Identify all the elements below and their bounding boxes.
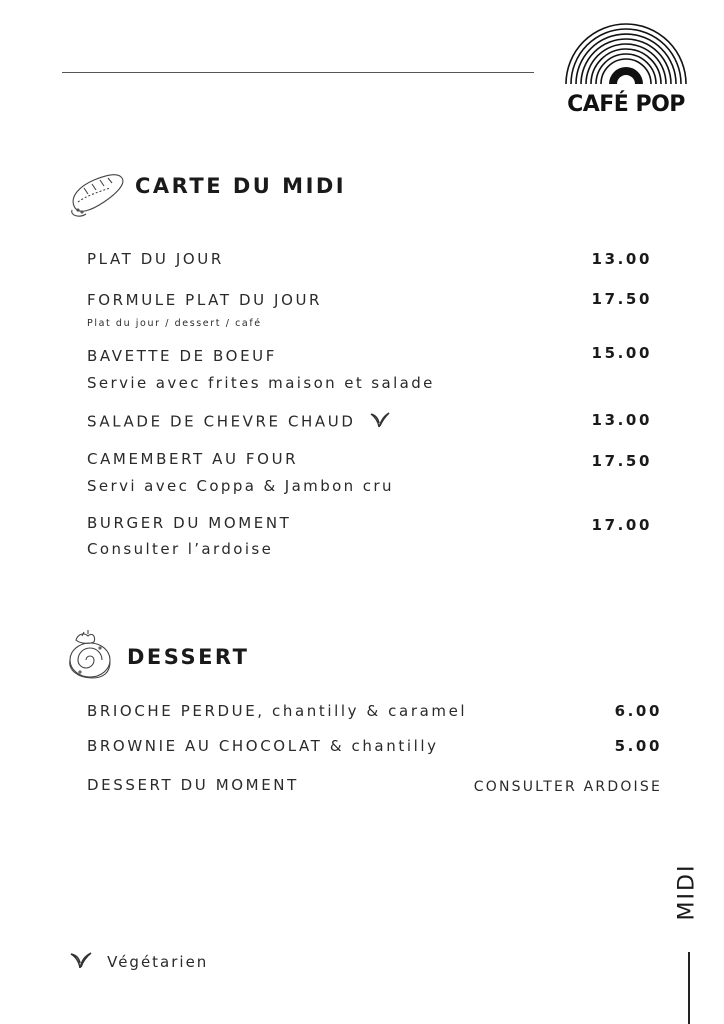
vegetarian-legend bbox=[70, 950, 208, 974]
menu-item-price: 17.50 bbox=[591, 290, 652, 308]
side-label-midi bbox=[662, 862, 712, 922]
menu-item-price-note: CONSULTER ARDOISE bbox=[473, 779, 662, 795]
menu-item-name: DESSERT DU MOMENT bbox=[87, 776, 299, 794]
section-title-carte-du-midi: CARTE DU MIDI bbox=[135, 174, 347, 198]
menu-item-name: SALADE DE CHEVRE CHAUD bbox=[87, 412, 356, 431]
vinyl-arcs-logo-icon bbox=[558, 22, 694, 92]
menu-item-description: Servie avec frites maison et salade bbox=[87, 374, 435, 392]
menu-item-description: Servi avec Coppa & Jambon cru bbox=[87, 477, 394, 495]
menu-item-price: 13.00 bbox=[591, 411, 652, 429]
cafe-pop-logo bbox=[558, 22, 694, 122]
logo-wordmark: CAFÉ POP bbox=[567, 92, 685, 117]
menu-item-name: FORMULE PLAT DU JOUR bbox=[87, 291, 323, 309]
menu-item-row-salade bbox=[87, 411, 390, 433]
menu-item-description: Consulter l’ardoise bbox=[87, 540, 274, 558]
menu-item-price: 13.00 bbox=[591, 250, 652, 268]
menu-item-name: CAMEMBERT AU FOUR bbox=[87, 450, 299, 468]
section-title-dessert: DESSERT bbox=[127, 645, 250, 669]
menu-item-name: BURGER DU MOMENT bbox=[87, 514, 292, 532]
legend-label: Végétarien bbox=[107, 953, 209, 971]
vegetarian-leaf-icon bbox=[370, 411, 390, 433]
side-label-text: MIDI bbox=[674, 863, 700, 921]
menu-item-price: 17.50 bbox=[591, 452, 652, 470]
swiss-roll-cake-icon bbox=[60, 626, 116, 690]
menu-item-price: 17.00 bbox=[591, 516, 652, 534]
side-vertical-rule bbox=[688, 952, 690, 1024]
menu-item-name: PLAT DU JOUR bbox=[87, 250, 224, 268]
menu-item-name: BRIOCHE PERDUE, chantilly & caramel bbox=[87, 702, 468, 720]
header-rule bbox=[62, 72, 534, 73]
menu-item-name: BROWNIE AU CHOCOLAT & chantilly bbox=[87, 737, 439, 755]
menu-item-price: 5.00 bbox=[614, 737, 662, 755]
leaf-sprout-icon bbox=[70, 950, 92, 974]
menu-item-name: BAVETTE DE BOEUF bbox=[87, 347, 277, 365]
menu-item-price: 6.00 bbox=[614, 702, 662, 720]
menu-item-description: Plat du jour / dessert / café bbox=[87, 318, 262, 329]
baguette-icon bbox=[66, 166, 128, 226]
menu-item-price: 15.00 bbox=[591, 344, 652, 362]
